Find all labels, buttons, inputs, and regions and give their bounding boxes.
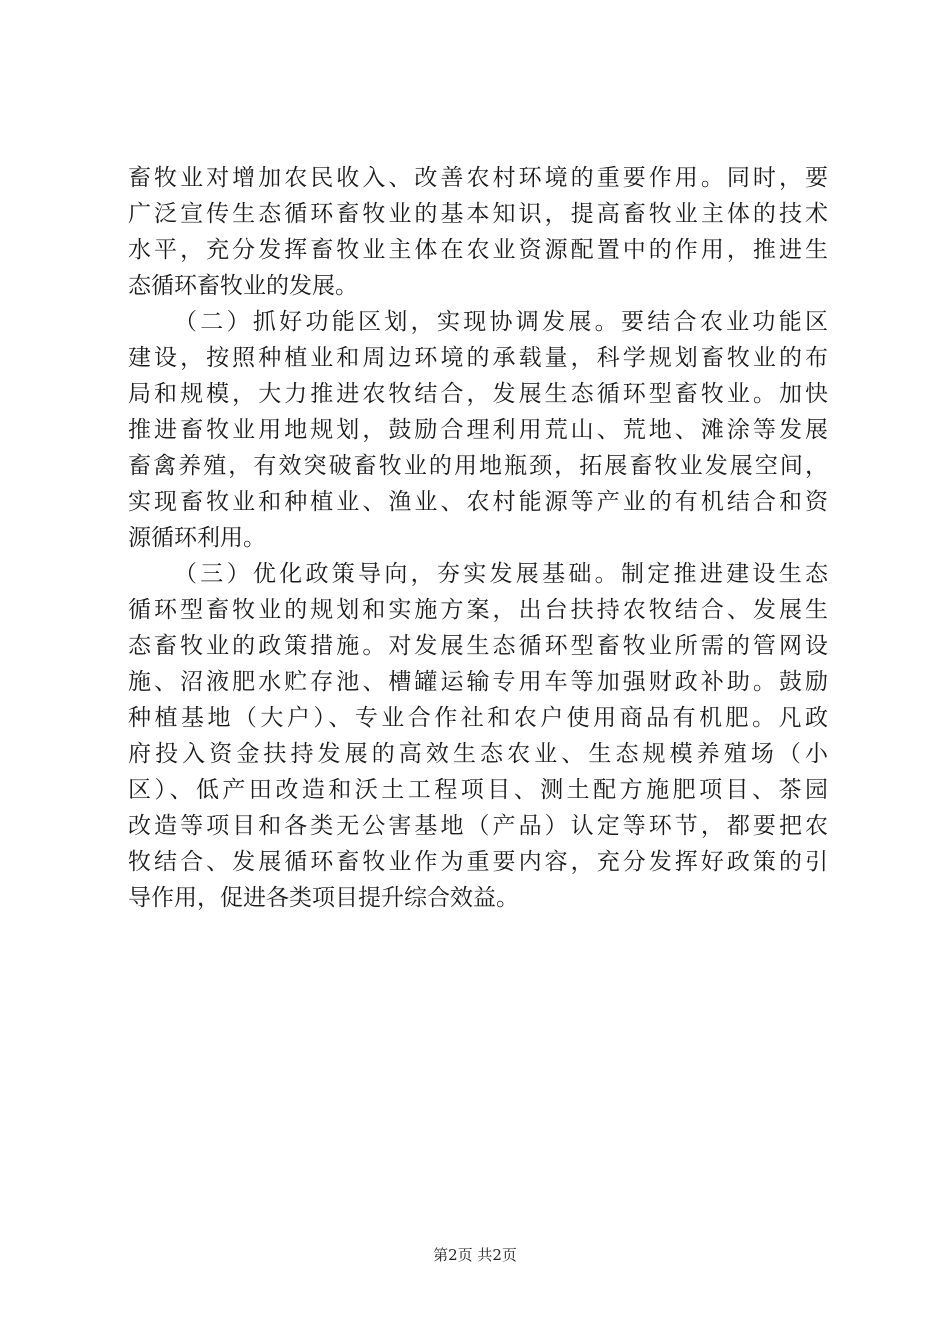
page-footer <box>0 1245 950 1265</box>
page-number-label: 第2页 共2页 <box>433 1246 517 1264</box>
text-line: 区）、低产田改造和沃土工程项目、测土配方施肥项目、茶园 <box>128 777 828 803</box>
text-line: 态畜牧业的政策措施。对发展生态循环型畜牧业所需的管网设 <box>128 633 828 659</box>
text-line: （二）抓好功能区划，实现协调发展。要结合农业功能区 <box>174 309 828 335</box>
text-line: 施、沼液肥水贮存池、槽罐运输专用车等加强财政补助。鼓励 <box>128 669 828 695</box>
text-line: 牧结合、发展循环畜牧业作为重要内容，充分发挥好政策的引 <box>128 849 828 875</box>
text-line: 局和规模，大力推进农牧结合，发展生态循环型畜牧业。加快 <box>128 381 828 407</box>
text-line: 畜牧业对增加农民收入、改善农村环境的重要作用。同时，要 <box>128 165 828 191</box>
paragraph-3 <box>128 556 828 916</box>
paragraph-2 <box>128 304 828 556</box>
text-line: 循环型畜牧业的规划和实施方案，出台扶持农牧结合、发展生 <box>128 597 828 623</box>
text-line: 推进畜牧业用地规划，鼓励合理利用荒山、荒地、滩涂等发展 <box>128 417 828 443</box>
paragraph-1 <box>128 160 828 304</box>
text-line: 府投入资金扶持发展的高效生态农业、生态规模养殖场（小 <box>128 741 828 767</box>
text-line: 导作用，促进各类项目提升综合效益。 <box>128 885 519 911</box>
text-line: 建设，按照种植业和周边环境的承载量，科学规划畜牧业的布 <box>128 345 828 371</box>
text-line: 实现畜牧业和种植业、渔业、农村能源等产业的有机结合和资 <box>128 489 828 515</box>
text-line: （三）优化政策导向，夯实发展基础。制定推进建设生态 <box>174 561 828 587</box>
text-line: 畜禽养殖，有效突破畜牧业的用地瓶颈，拓展畜牧业发展空间， <box>128 453 828 479</box>
document-body <box>128 160 828 916</box>
text-line: 态循环畜牧业的发展。 <box>128 273 358 299</box>
text-line: 水平，充分发挥畜牧业主体在农业资源配置中的作用，推进生 <box>128 237 828 263</box>
text-line: 改造等项目和各类无公害基地（产品）认定等环节，都要把农 <box>128 813 828 839</box>
text-line: 源循环利用。 <box>128 525 266 551</box>
text-line: 广泛宣传生态循环畜牧业的基本知识，提高畜牧业主体的技术 <box>128 201 828 227</box>
text-line: 种植基地（大户）、专业合作社和农户使用商品有机肥。凡政 <box>128 705 828 731</box>
